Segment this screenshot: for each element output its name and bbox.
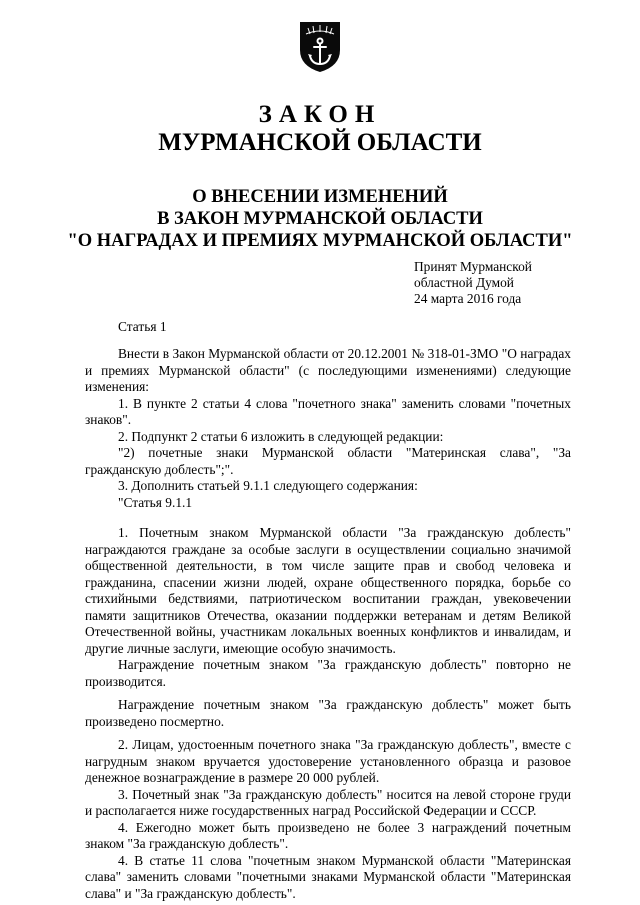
- article-heading: Статья 1: [118, 319, 167, 334]
- adoption-line: Принят Мурманской: [414, 259, 532, 274]
- region-title: МУРМАНСКОЙ ОБЛАСТИ: [158, 129, 482, 156]
- document-body: [85, 346, 571, 902]
- paragraph: 1. Почетным знаком Мурманской области "За гражданскую доблесть" награждаются граждане за особые заслуги в осуществлении социально значимой общественной деятельности, в том числе защите прав и свобод человека и гражданина, спасении жизни людей, охране общественного порядка, борьбе со стихийными бедствиями, патриотическом воспитании граждан, увековечении памяти защитников Отечества, оказании поддержки ветеранам и детям Великой Отечественной войны, участникам локальных военных конфликтов и инвалидам, и другие личные заслуги, имеющие особую значимость.: [85, 525, 571, 656]
- paragraph: 4. В статье 11 слова "почетным знаком Мурманской области "Материнская слава" заменить словами "почетными знаками Мурманской области "Материнская слава" и "За гражданскую доблесть".: [85, 852, 571, 901]
- paragraph: "2) почетные знаки Мурманской области "Материнская слава", "За гражданскую доблесть";".: [85, 445, 571, 477]
- adoption-line: 24 марта 2016 года: [414, 291, 522, 307]
- paragraph: Награждение почетным знаком "За гражданскую доблесть" повторно не производится.: [85, 657, 571, 689]
- subtitle-line: О ВНЕСЕНИИ ИЗМЕНЕНИЙ: [192, 187, 448, 207]
- paragraph: 1. В пункте 2 статьи 4 слова "почетного знака" заменить словами "почетных знаков".: [85, 395, 571, 427]
- subtitle-line: В ЗАКОН МУРМАНСКОЙ ОБЛАСТИ: [157, 209, 483, 229]
- subtitle-line: "О НАГРАДАХ И ПРЕМИЯХ МУРМАНСКОЙ ОБЛАСТИ": [67, 231, 573, 251]
- adoption-line: областной Думой: [414, 275, 514, 291]
- paragraph: 2. Лицам, удостоенным почетного знака "За гражданскую доблесть", вместе с нагрудным знаком вручается удостоверение установленного образца и разовое денежное вознаграждение в размере 20 000 рублей.: [85, 737, 571, 785]
- coat-of-arms-icon: [298, 20, 342, 74]
- paragraph: 2. Подпункт 2 статьи 6 изложить в следующей редакции:: [118, 428, 444, 444]
- paragraph: "Статья 9.1.1: [118, 494, 193, 510]
- law-subtitle: [0, 186, 640, 252]
- paragraph: 3. Дополнить статьей 9.1.1 следующего содержания:: [118, 478, 418, 493]
- paragraph: Внести в Закон Мурманской области от 20.12.2001 № 318-01-ЗМО "О наградах и премиях Мурманской области" (с последующими изменениями) следующие изменения:: [85, 346, 571, 394]
- paragraph: Награждение почетным знаком "За гражданскую доблесть" может быть произведено посмертно.: [85, 697, 571, 729]
- law-title: ЗАКОН: [258, 101, 382, 128]
- paragraph: 4. Ежегодно может быть произведено не более 3 награждений почетным знаком "За гражданскую доблесть".: [85, 819, 571, 851]
- adoption-note: [414, 259, 532, 308]
- paragraph: 3. Почетный знак "За гражданскую доблесть" носится на левой стороне груди и располагается ниже государственных наград Российской Федерации и СССР.: [85, 786, 571, 818]
